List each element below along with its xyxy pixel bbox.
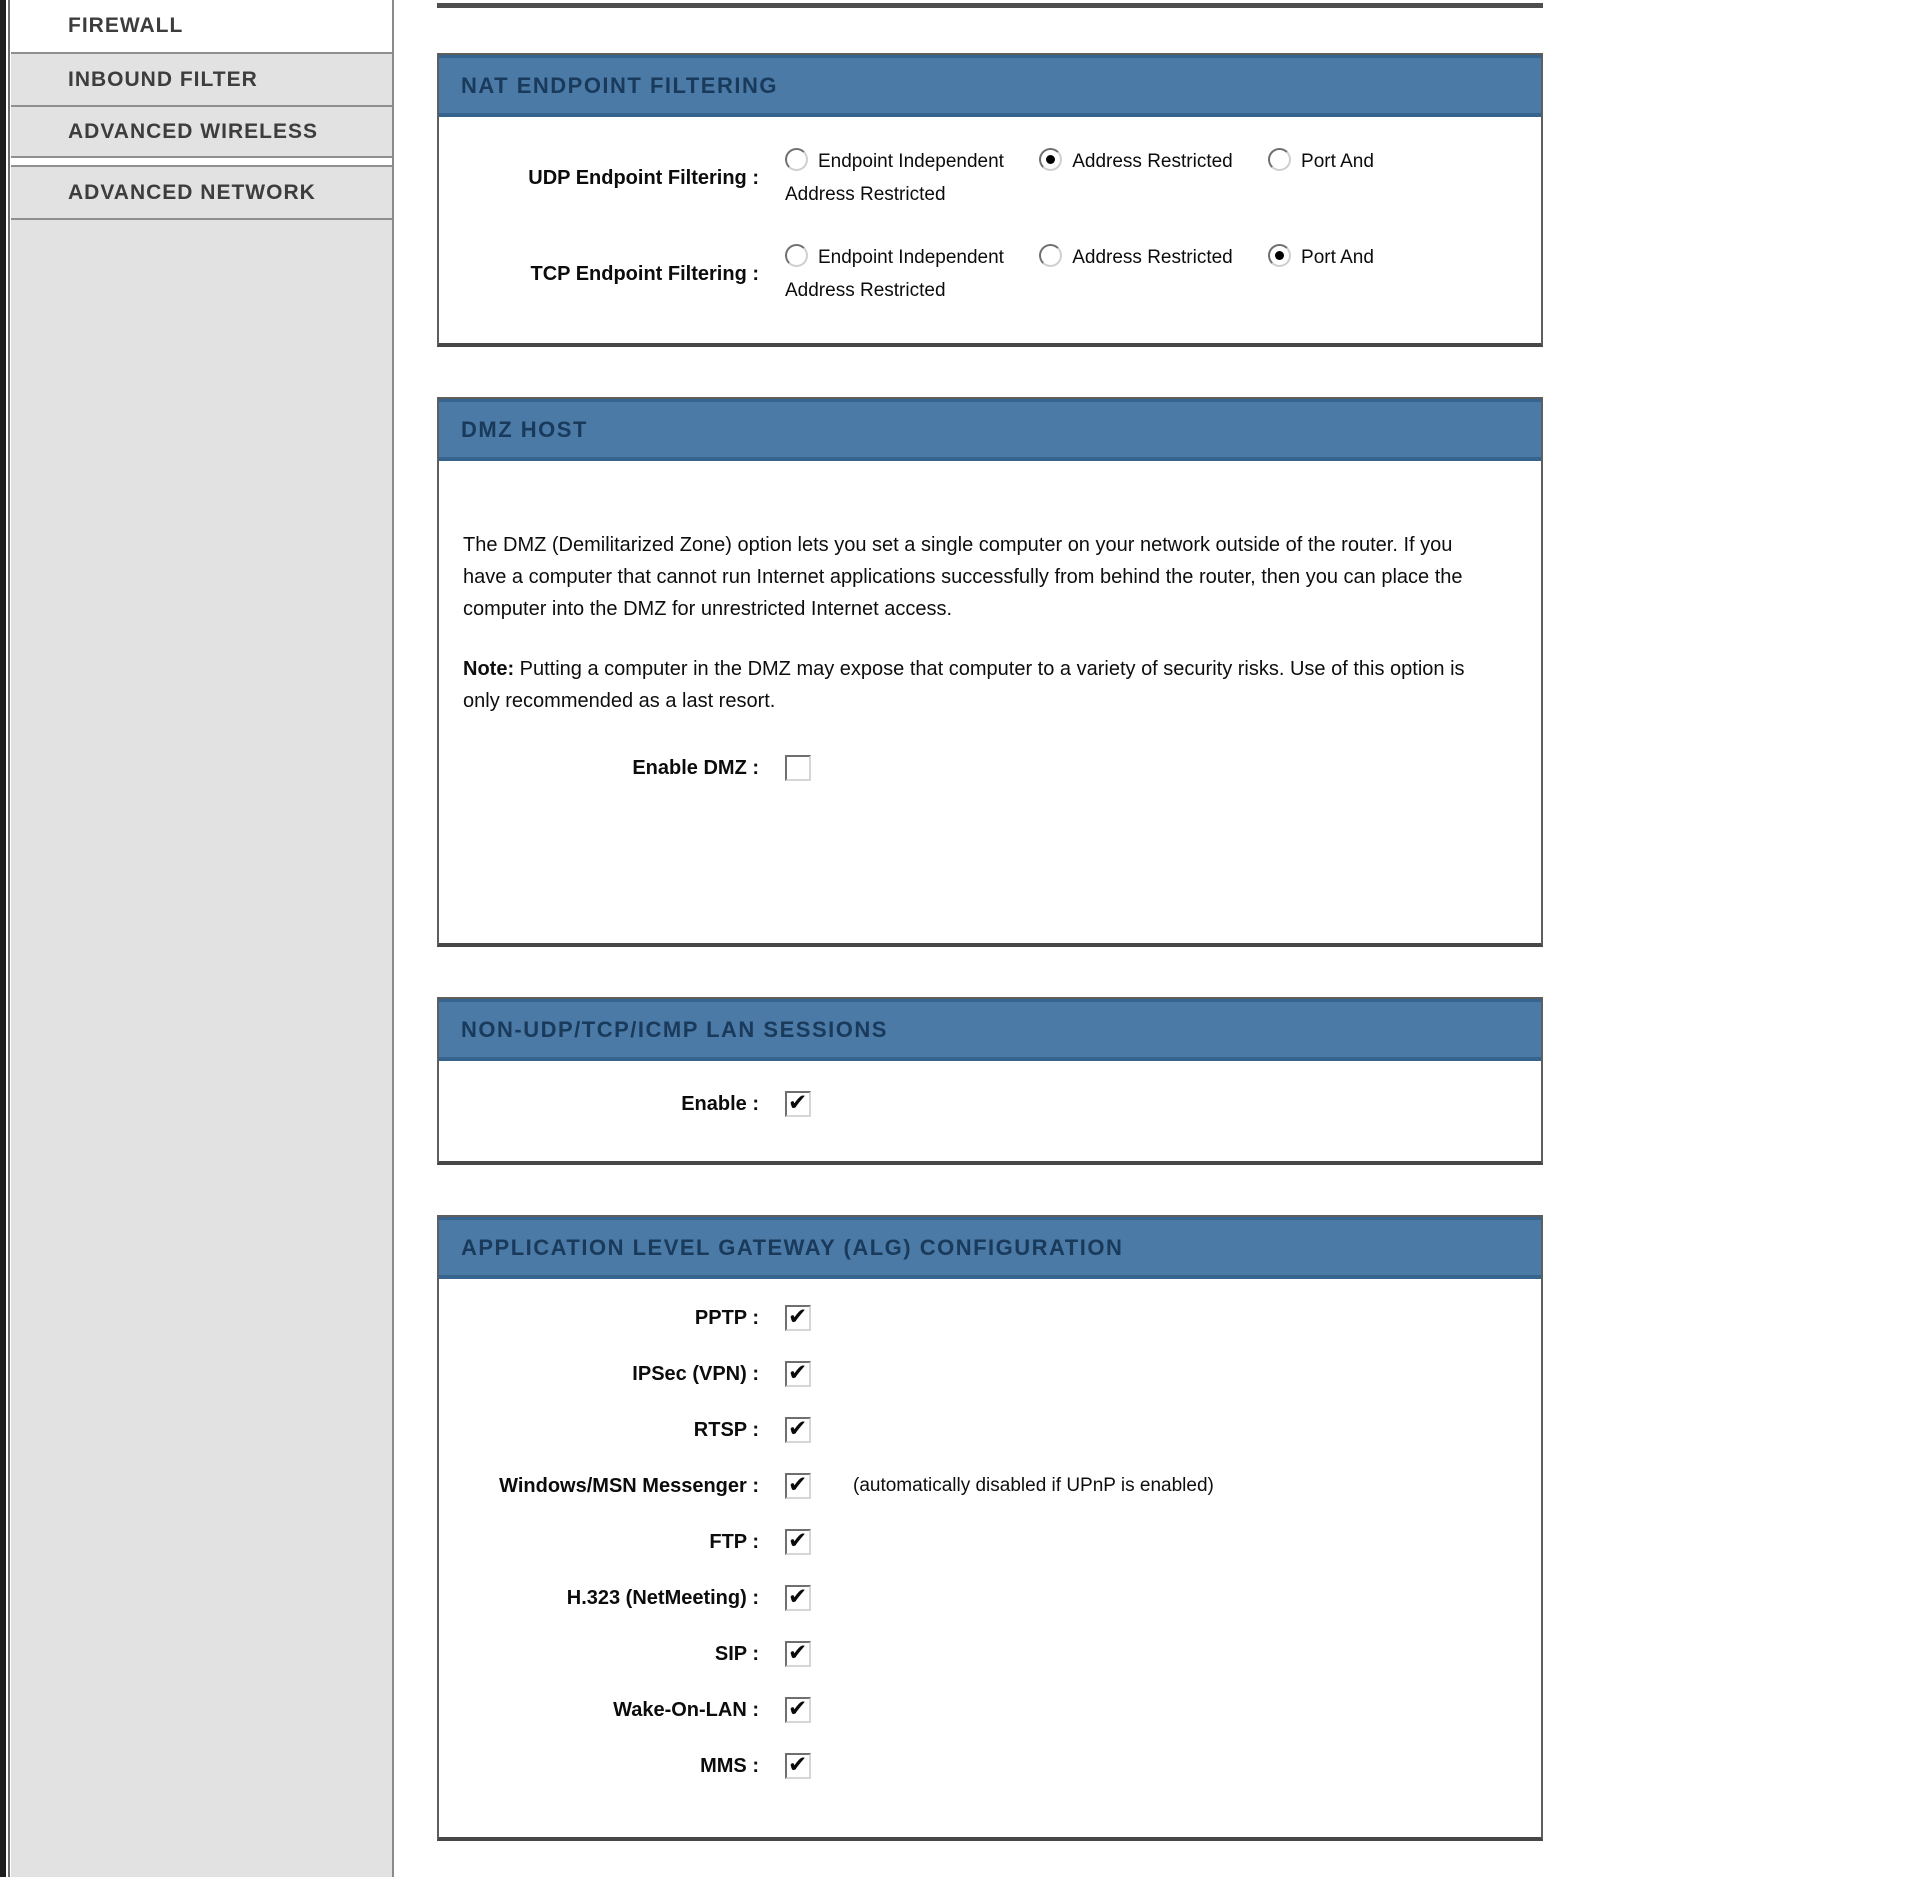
section-title: APPLICATION LEVEL GATEWAY (ALG) CONFIGURATION <box>439 1217 1541 1279</box>
radio-label: Endpoint Independent <box>818 151 1004 172</box>
pptp-checkbox[interactable] <box>785 1305 811 1331</box>
enable-lan-sessions-row <box>439 1091 1517 1117</box>
sidebar-item-advanced-network[interactable] <box>11 165 392 218</box>
enable-lan-sessions-checkbox[interactable] <box>785 1091 811 1117</box>
alg-label: FTP : <box>709 1530 759 1553</box>
radio-address-restricted[interactable] <box>1039 244 1062 267</box>
alg-row-rtsp <box>439 1417 1517 1443</box>
wake-on-lan-checkbox[interactable] <box>785 1697 811 1723</box>
alg-row-ftp <box>439 1529 1517 1555</box>
alg-label: RTSP : <box>693 1418 759 1441</box>
h323-netmeeting-checkbox[interactable] <box>785 1585 811 1611</box>
alg-label: Wake-On-LAN : <box>613 1698 759 1721</box>
alg-row-wake-on-lan <box>439 1697 1517 1723</box>
page-left-border <box>0 0 6 1877</box>
dmz-bottom-spacer <box>439 811 1517 907</box>
section-title: DMZ HOST <box>439 399 1541 461</box>
section-nat-endpoint-filtering <box>437 53 1543 347</box>
section-lan-sessions <box>437 997 1543 1165</box>
radio-label: Address Restricted <box>1072 247 1233 268</box>
udp-endpoint-filtering-label: UDP Endpoint Filtering : <box>528 166 759 189</box>
radio-label: Endpoint Independent <box>818 247 1004 268</box>
enable-dmz-row <box>439 755 1517 781</box>
section-dmz-host <box>437 397 1543 947</box>
sidebar-item-advanced-wireless[interactable] <box>11 105 392 158</box>
sidebar-item-label: INBOUND FILTER <box>68 67 258 91</box>
enable-dmz-checkbox[interactable] <box>785 755 811 781</box>
tcp-endpoint-filtering-row <box>439 241 1517 307</box>
alg-row-sip <box>439 1641 1517 1667</box>
radio-endpoint-independent[interactable] <box>785 244 808 267</box>
radio-label: Port And Address Restricted <box>785 247 1374 301</box>
ftp-checkbox[interactable] <box>785 1529 811 1555</box>
enable-dmz-label: Enable DMZ : <box>632 756 759 779</box>
previous-section-bottom-edge <box>437 3 1543 8</box>
alg-row-mms <box>439 1753 1517 1779</box>
dmz-note-label: Note: <box>463 658 515 680</box>
radio-endpoint-independent[interactable] <box>785 148 808 171</box>
windows-msn-messenger-checkbox[interactable] <box>785 1473 811 1499</box>
sidebar-item-inbound-filter[interactable] <box>11 52 392 105</box>
rtsp-checkbox[interactable] <box>785 1417 811 1443</box>
alg-row-pptp <box>439 1305 1517 1331</box>
dmz-note <box>463 653 1517 717</box>
tcp-endpoint-filtering-options <box>785 241 1435 307</box>
section-alg-configuration <box>437 1215 1543 1841</box>
ipsec-vpn-checkbox[interactable] <box>785 1361 811 1387</box>
alg-label: H.323 (NetMeeting) : <box>566 1586 759 1609</box>
alg-label: Windows/MSN Messenger : <box>499 1474 759 1497</box>
radio-port-and-address-restricted[interactable] <box>1268 244 1291 267</box>
sip-checkbox[interactable] <box>785 1641 811 1667</box>
radio-port-and-address-restricted[interactable] <box>1268 148 1291 171</box>
section-title: NON-UDP/TCP/ICMP LAN SESSIONS <box>439 999 1541 1061</box>
alg-row-windows-msn-messenger <box>439 1473 1517 1499</box>
dmz-description: The DMZ (Demilitarized Zone) option lets you set a single computer on your network outside of the router. If you have a computer that cannot run Internet applications successfully from behind the router, then you can place the computer into the DMZ for unrestricted Internet access. <box>463 534 1463 620</box>
tcp-endpoint-filtering-label: TCP Endpoint Filtering : <box>530 262 759 285</box>
alg-row-h323-netmeeting <box>439 1585 1517 1611</box>
udp-endpoint-filtering-options <box>785 145 1435 211</box>
radio-label: Port And Address Restricted <box>785 151 1374 205</box>
main-content <box>437 0 1543 1891</box>
page-left-inner-border <box>8 0 10 1877</box>
alg-label: SIP : <box>714 1642 759 1665</box>
sidebar-nav <box>11 0 394 1877</box>
mms-checkbox[interactable] <box>785 1753 811 1779</box>
alg-label: MMS : <box>700 1754 759 1777</box>
enable-lan-sessions-label: Enable : <box>681 1092 759 1115</box>
dmz-note-text: Putting a computer in the DMZ may expose that computer to a variety of security risks. Use of this option is only recommended as a last resort. <box>463 658 1465 712</box>
sidebar-empty-area <box>11 218 392 1877</box>
sidebar-item-label: ADVANCED WIRELESS <box>68 119 318 143</box>
alg-row-ipsec-vpn <box>439 1361 1517 1387</box>
alg-label: IPSec (VPN) : <box>632 1362 759 1385</box>
sidebar-item-firewall[interactable] <box>11 0 392 52</box>
alg-label: PPTP : <box>694 1306 759 1329</box>
udp-endpoint-filtering-row <box>439 145 1517 211</box>
radio-address-restricted[interactable] <box>1039 148 1062 171</box>
upnp-auto-disable-note: (automatically disabled if UPnP is enabled) <box>853 1475 1214 1496</box>
sidebar-item-label: ADVANCED NETWORK <box>68 180 316 204</box>
radio-label: Address Restricted <box>1072 151 1233 172</box>
sidebar-item-label: FIREWALL <box>68 14 184 37</box>
section-title: NAT ENDPOINT FILTERING <box>439 55 1541 117</box>
